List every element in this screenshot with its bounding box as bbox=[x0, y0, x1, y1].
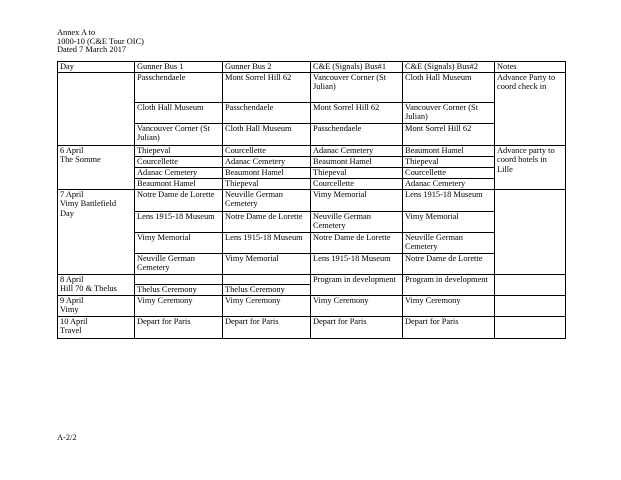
file-reference: 1000-10 (C&E Tour OIC) bbox=[57, 36, 144, 46]
table-cell: Adanac Cemetery bbox=[135, 167, 223, 178]
table-cell bbox=[135, 274, 223, 284]
day-cell bbox=[58, 274, 135, 295]
table-row bbox=[58, 295, 566, 316]
table-cell: Vimy Memorial bbox=[311, 189, 403, 211]
table-row bbox=[58, 102, 566, 123]
day-cell bbox=[58, 72, 135, 145]
table-cell: Thiepeval bbox=[135, 145, 223, 156]
table-cell: Courcellette bbox=[403, 167, 495, 178]
table-cell: Lens 1915-18 Museum bbox=[223, 232, 311, 253]
day-date: 10 April bbox=[60, 316, 88, 326]
table-cell: Neuville German Cemetery bbox=[311, 211, 403, 232]
table-cell: Mont Sorrel Hill 62 bbox=[403, 123, 495, 145]
table-cell: Thiepeval bbox=[223, 178, 311, 189]
table-cell: Courcellette bbox=[135, 156, 223, 167]
table-cell: Depart for Paris bbox=[311, 316, 403, 338]
day-date: 7 April bbox=[60, 189, 84, 199]
table-cell: Depart for Paris bbox=[223, 316, 311, 338]
table-cell: Neuville German Cemetery bbox=[403, 232, 495, 253]
table-cell: Vimy Memorial bbox=[135, 232, 223, 253]
table-cell: Cloth Hall Museum bbox=[223, 123, 311, 145]
column-header-gunner-bus-2: Gunner Bus 2 bbox=[223, 62, 311, 73]
table-cell: Adanac Cemetery bbox=[403, 178, 495, 189]
table-cell: Adanac Cemetery bbox=[223, 156, 311, 167]
table-cell: Notre Dame de Lorette bbox=[311, 232, 403, 253]
table-row bbox=[58, 178, 566, 189]
table-cell: Lens 1915-18 Museum bbox=[135, 211, 223, 232]
table-cell: Passchendaele bbox=[223, 102, 311, 123]
table-cell: Vimy Ceremony bbox=[135, 295, 223, 316]
annex-label: Annex A to bbox=[57, 28, 96, 37]
table-cell: Mont Sorrel Hill 62 bbox=[223, 72, 311, 102]
table-cell: Notre Dame de Lorette bbox=[223, 211, 311, 232]
table-cell bbox=[223, 274, 311, 284]
table-cell: Courcellette bbox=[311, 178, 403, 189]
table-cell: Neuville German Cemetery bbox=[135, 253, 223, 274]
table-cell: Thelus Ceremony bbox=[223, 284, 311, 295]
table-cell: Cloth Hall Museum bbox=[135, 102, 223, 123]
table-cell: Vancouver Corner (St Julian) bbox=[403, 102, 495, 123]
column-header-notes: Notes bbox=[495, 62, 566, 73]
table-cell: Vimy Ceremony bbox=[223, 295, 311, 316]
notes-cell bbox=[495, 295, 566, 316]
table-row bbox=[58, 189, 566, 211]
table-row bbox=[58, 123, 566, 145]
notes-cell bbox=[495, 316, 566, 338]
document-header bbox=[57, 29, 144, 55]
table-cell: Vimy Memorial bbox=[403, 211, 495, 232]
table-cell: Beaumont Hamel bbox=[135, 178, 223, 189]
table-cell: Thiepeval bbox=[311, 167, 403, 178]
table-row bbox=[58, 145, 566, 156]
day-cell bbox=[58, 189, 135, 274]
day-location: The Somme bbox=[60, 155, 101, 165]
table-cell: Cloth Hall Museum bbox=[403, 72, 495, 102]
table-cell: Beaumont Hamel bbox=[311, 156, 403, 167]
table-cell: Passchendaele bbox=[311, 123, 403, 145]
day-cell bbox=[58, 316, 135, 338]
table-cell: Beaumont Hamel bbox=[223, 167, 311, 178]
table-cell: Vancouver Corner (St Julian) bbox=[135, 123, 223, 145]
table-row bbox=[58, 211, 566, 232]
table-row bbox=[58, 156, 566, 167]
table-cell: Program in development bbox=[311, 274, 403, 295]
column-header-ce-bus-2: C&E (Signals) Bus#2 bbox=[403, 62, 495, 73]
table-row bbox=[58, 232, 566, 253]
day-location: Vimy bbox=[60, 305, 79, 315]
notes-cell bbox=[495, 189, 566, 274]
table-row bbox=[58, 253, 566, 274]
notes-cell: Advance party to coord hotels in Lille bbox=[495, 145, 566, 189]
table-cell: Adanac Cemetery bbox=[311, 145, 403, 156]
table-row bbox=[58, 274, 566, 284]
document-date: Dated 7 March 2017 bbox=[57, 45, 127, 55]
table-cell: Mont Sorrel Hill 62 bbox=[311, 102, 403, 123]
day-date: 6 April bbox=[60, 145, 84, 155]
table-row bbox=[58, 316, 566, 338]
table-cell: Vancouver Corner (St Julian) bbox=[311, 72, 403, 102]
table-cell: Vimy Ceremony bbox=[403, 295, 495, 316]
page-number: A-2/2 bbox=[57, 433, 77, 442]
table-cell: Depart for Paris bbox=[135, 316, 223, 338]
day-date: 8 April bbox=[60, 274, 84, 284]
column-header-gunner-bus-1: Gunner Bus 1 bbox=[135, 62, 223, 73]
day-location: Vimy Battlefield Day bbox=[60, 199, 117, 218]
table-cell: Beaumont Hamel bbox=[403, 145, 495, 156]
notes-cell: Advance Party to coord check in bbox=[495, 72, 566, 145]
table-cell: Lens 1915-18 Museum bbox=[403, 189, 495, 211]
day-cell bbox=[58, 145, 135, 189]
table-cell: Passchendaele bbox=[135, 72, 223, 102]
day-location: Travel bbox=[60, 326, 82, 336]
day-location: Hill 70 & Thelus bbox=[60, 284, 117, 294]
column-header-day: Day bbox=[58, 62, 135, 73]
table-cell: Thiepeval bbox=[403, 156, 495, 167]
table-row bbox=[58, 167, 566, 178]
table-cell: Vimy Ceremony bbox=[311, 295, 403, 316]
table-cell: Notre Dame de Lorette bbox=[135, 189, 223, 211]
notes-cell bbox=[495, 274, 566, 295]
table-cell: Program in development bbox=[403, 274, 495, 295]
tour-schedule-table bbox=[57, 61, 566, 339]
day-date: 9 April bbox=[60, 295, 84, 305]
table-cell: Lens 1915-18 Museum bbox=[311, 253, 403, 274]
table-row bbox=[58, 72, 566, 102]
table-cell: Thelus Ceremony bbox=[135, 284, 223, 295]
table-header-row bbox=[58, 62, 566, 73]
day-cell bbox=[58, 295, 135, 316]
table-cell: Notre Dame de Lorette bbox=[403, 253, 495, 274]
table-cell: Courcellette bbox=[223, 145, 311, 156]
column-header-ce-bus-1: C&E (Signals) Bus#1 bbox=[311, 62, 403, 73]
table-cell: Neuville German Cemetery bbox=[223, 189, 311, 211]
table-cell: Depart for Paris bbox=[403, 316, 495, 338]
table-cell: Vimy Memorial bbox=[223, 253, 311, 274]
